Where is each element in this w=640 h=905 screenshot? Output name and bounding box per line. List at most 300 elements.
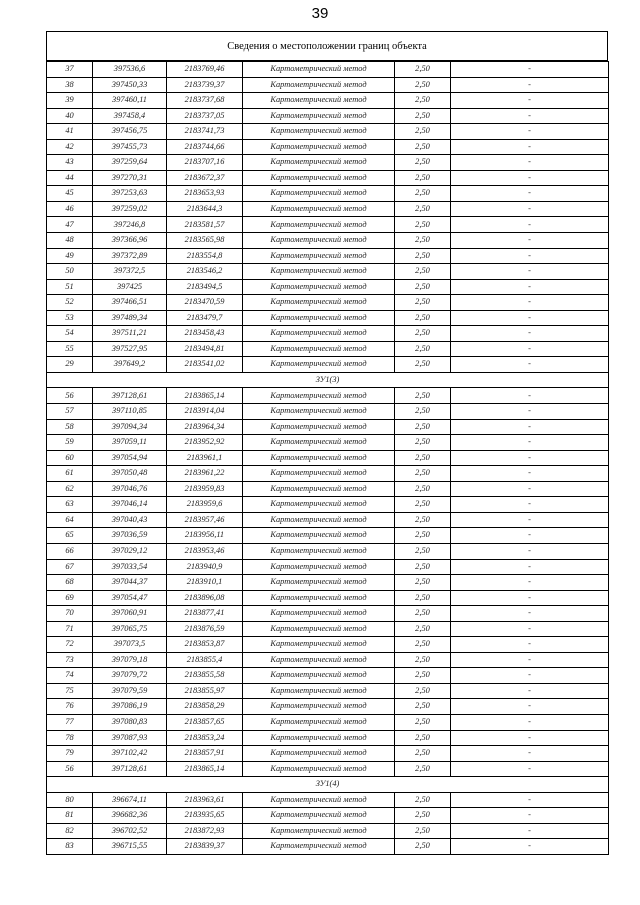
y-coordinate-cell: 2183865,14 [167,388,243,404]
point-number-cell: 55 [47,341,93,357]
point-number-cell: 52 [47,295,93,311]
method-cell: Картометрический метод [243,357,395,373]
accuracy-cell: 2,50 [395,730,451,746]
x-coordinate-cell: 397079,59 [93,683,167,699]
accuracy-cell: 2,50 [395,839,451,855]
note-cell: - [451,233,609,249]
note-cell: - [451,497,609,513]
accuracy-cell: 2,50 [395,792,451,808]
point-number-cell: 66 [47,543,93,559]
method-cell: Картометрический метод [243,497,395,513]
method-cell: Картометрический метод [243,668,395,684]
accuracy-cell: 2,50 [395,310,451,326]
note-cell: - [451,559,609,575]
method-cell: Картометрический метод [243,652,395,668]
x-coordinate-cell: 397466,51 [93,295,167,311]
x-coordinate-cell: 397458,4 [93,108,167,124]
accuracy-cell: 2,50 [395,186,451,202]
x-coordinate-cell: 397033,54 [93,559,167,575]
note-cell: - [451,217,609,233]
note-cell: - [451,435,609,451]
accuracy-cell: 2,50 [395,217,451,233]
point-number-cell: 51 [47,279,93,295]
method-cell: Картометрический метод [243,404,395,420]
x-coordinate-cell: 396702,52 [93,823,167,839]
y-coordinate-cell: 2183952,92 [167,435,243,451]
table-row [47,341,609,357]
note-cell: - [451,295,609,311]
accuracy-cell: 2,50 [395,559,451,575]
x-coordinate-cell: 397094,34 [93,419,167,435]
accuracy-cell: 2,50 [395,466,451,482]
point-number-cell: 71 [47,621,93,637]
accuracy-cell: 2,50 [395,512,451,528]
x-coordinate-cell: 397425 [93,279,167,295]
table-row [47,93,609,109]
method-cell: Картометрический метод [243,528,395,544]
method-cell: Картометрический метод [243,683,395,699]
note-cell: - [451,792,609,808]
table-row [47,404,609,420]
accuracy-cell: 2,50 [395,170,451,186]
x-coordinate-cell: 397527,95 [93,341,167,357]
table-row [47,714,609,730]
point-number-cell: 60 [47,450,93,466]
accuracy-cell: 2,50 [395,404,451,420]
table-row [47,62,609,78]
y-coordinate-cell: 2183959,6 [167,497,243,513]
note-cell: - [451,637,609,653]
method-cell: Картометрический метод [243,575,395,591]
table-row [47,543,609,559]
point-number-cell: 58 [47,419,93,435]
x-coordinate-cell: 397649,2 [93,357,167,373]
note-cell: - [451,326,609,342]
table-row [47,139,609,155]
accuracy-cell: 2,50 [395,575,451,591]
table-row [47,823,609,839]
note-cell: - [451,606,609,622]
note-cell: - [451,450,609,466]
y-coordinate-cell: 2183644,3 [167,201,243,217]
x-coordinate-cell: 397372,5 [93,264,167,280]
accuracy-cell: 2,50 [395,108,451,124]
accuracy-cell: 2,50 [395,388,451,404]
y-coordinate-cell: 2183853,24 [167,730,243,746]
point-number-cell: 39 [47,93,93,109]
method-cell: Картометрический метод [243,761,395,777]
accuracy-cell: 2,50 [395,248,451,264]
table-row [47,761,609,777]
method-cell: Картометрический метод [243,139,395,155]
x-coordinate-cell: 397270,31 [93,170,167,186]
accuracy-cell: 2,50 [395,341,451,357]
table-row [47,652,609,668]
table-row [47,155,609,171]
method-cell: Картометрический метод [243,637,395,653]
x-coordinate-cell: 397079,72 [93,668,167,684]
table-title: Сведения о местоположении границ объекта [46,31,608,61]
method-cell: Картометрический метод [243,839,395,855]
x-coordinate-cell: 397080,83 [93,714,167,730]
accuracy-cell: 2,50 [395,419,451,435]
point-number-cell: 49 [47,248,93,264]
point-number-cell: 70 [47,606,93,622]
method-cell: Картометрический метод [243,543,395,559]
note-cell: - [451,108,609,124]
note-cell: - [451,808,609,824]
y-coordinate-cell: 2183737,68 [167,93,243,109]
accuracy-cell: 2,50 [395,714,451,730]
table-row [47,512,609,528]
point-number-cell: 57 [47,404,93,420]
note-cell: - [451,575,609,591]
note-cell: - [451,139,609,155]
table-row [47,310,609,326]
table-row [47,450,609,466]
x-coordinate-cell: 397450,33 [93,77,167,93]
note-cell: - [451,388,609,404]
note-cell: - [451,481,609,497]
y-coordinate-cell: 2183458,43 [167,326,243,342]
table-row [47,295,609,311]
note-cell: - [451,823,609,839]
note-cell: - [451,186,609,202]
point-number-cell: 79 [47,746,93,762]
table-row [47,528,609,544]
accuracy-cell: 2,50 [395,823,451,839]
method-cell: Картометрический метод [243,248,395,264]
accuracy-cell: 2,50 [395,124,451,140]
x-coordinate-cell: 397372,89 [93,248,167,264]
x-coordinate-cell: 397046,76 [93,481,167,497]
method-cell: Картометрический метод [243,77,395,93]
note-cell: - [451,839,609,855]
y-coordinate-cell: 2183957,46 [167,512,243,528]
table-row [47,481,609,497]
point-number-cell: 48 [47,233,93,249]
x-coordinate-cell: 397086,19 [93,699,167,715]
x-coordinate-cell: 397054,94 [93,450,167,466]
x-coordinate-cell: 397029,12 [93,543,167,559]
point-number-cell: 45 [47,186,93,202]
method-cell: Картометрический метод [243,435,395,451]
point-number-cell: 44 [47,170,93,186]
accuracy-cell: 2,50 [395,699,451,715]
note-cell: - [451,699,609,715]
coordinates-table-body [47,62,609,855]
y-coordinate-cell: 2183541,02 [167,357,243,373]
method-cell: Картометрический метод [243,792,395,808]
method-cell: Картометрический метод [243,606,395,622]
x-coordinate-cell: 397060,91 [93,606,167,622]
note-cell: - [451,730,609,746]
point-number-cell: 37 [47,62,93,78]
x-coordinate-cell: 397059,11 [93,435,167,451]
note-cell: - [451,155,609,171]
table-row [47,357,609,373]
table-row [47,419,609,435]
point-number-cell: 42 [47,139,93,155]
table-row [47,668,609,684]
note-cell: - [451,746,609,762]
table-row [47,746,609,762]
table-row [47,201,609,217]
section-label: ЗУ1(4) [47,777,609,793]
x-coordinate-cell: 396674,11 [93,792,167,808]
note-cell: - [451,124,609,140]
table-row [47,808,609,824]
accuracy-cell: 2,50 [395,295,451,311]
note-cell: - [451,310,609,326]
note-cell: - [451,528,609,544]
y-coordinate-cell: 2183940,9 [167,559,243,575]
accuracy-cell: 2,50 [395,497,451,513]
method-cell: Картометрический метод [243,155,395,171]
method-cell: Картометрический метод [243,512,395,528]
accuracy-cell: 2,50 [395,481,451,497]
x-coordinate-cell: 397073,5 [93,637,167,653]
note-cell: - [451,668,609,684]
point-number-cell: 69 [47,590,93,606]
table-row [47,186,609,202]
point-number-cell: 29 [47,357,93,373]
point-number-cell: 43 [47,155,93,171]
accuracy-cell: 2,50 [395,652,451,668]
coordinates-table [46,61,609,855]
table-row [47,264,609,280]
y-coordinate-cell: 2183853,87 [167,637,243,653]
method-cell: Картометрический метод [243,264,395,280]
y-coordinate-cell: 2183855,97 [167,683,243,699]
x-coordinate-cell: 397110,85 [93,404,167,420]
y-coordinate-cell: 2183653,93 [167,186,243,202]
y-coordinate-cell: 2183964,34 [167,419,243,435]
method-cell: Картометрический метод [243,233,395,249]
note-cell: - [451,714,609,730]
table-row [47,279,609,295]
y-coordinate-cell: 2183744,66 [167,139,243,155]
table-row [47,233,609,249]
method-cell: Картометрический метод [243,62,395,78]
note-cell: - [451,248,609,264]
y-coordinate-cell: 2183494,5 [167,279,243,295]
table-row [47,497,609,513]
y-coordinate-cell: 2183741,73 [167,124,243,140]
accuracy-cell: 2,50 [395,590,451,606]
y-coordinate-cell: 2183956,11 [167,528,243,544]
table-row [47,730,609,746]
point-number-cell: 62 [47,481,93,497]
accuracy-cell: 2,50 [395,606,451,622]
point-number-cell: 47 [47,217,93,233]
point-number-cell: 83 [47,839,93,855]
y-coordinate-cell: 2183961,1 [167,450,243,466]
y-coordinate-cell: 2183546,2 [167,264,243,280]
x-coordinate-cell: 397511,21 [93,326,167,342]
x-coordinate-cell: 397456,75 [93,124,167,140]
table-row [47,839,609,855]
section-row [47,777,609,793]
accuracy-cell: 2,50 [395,637,451,653]
x-coordinate-cell: 397366,96 [93,233,167,249]
table-row [47,466,609,482]
point-number-cell: 74 [47,668,93,684]
x-coordinate-cell: 397079,18 [93,652,167,668]
y-coordinate-cell: 2183581,57 [167,217,243,233]
point-number-cell: 65 [47,528,93,544]
point-number-cell: 73 [47,652,93,668]
y-coordinate-cell: 2183953,46 [167,543,243,559]
note-cell: - [451,62,609,78]
note-cell: - [451,357,609,373]
y-coordinate-cell: 2183737,05 [167,108,243,124]
y-coordinate-cell: 2183769,46 [167,62,243,78]
x-coordinate-cell: 397455,73 [93,139,167,155]
point-number-cell: 56 [47,761,93,777]
table-row [47,621,609,637]
point-number-cell: 72 [47,637,93,653]
method-cell: Картометрический метод [243,279,395,295]
point-number-cell: 81 [47,808,93,824]
note-cell: - [451,543,609,559]
method-cell: Картометрический метод [243,310,395,326]
x-coordinate-cell: 397036,59 [93,528,167,544]
note-cell: - [451,170,609,186]
table-row [47,637,609,653]
y-coordinate-cell: 2183910,1 [167,575,243,591]
y-coordinate-cell: 2183896,08 [167,590,243,606]
note-cell: - [451,77,609,93]
x-coordinate-cell: 397253,63 [93,186,167,202]
y-coordinate-cell: 2183858,29 [167,699,243,715]
section-label: ЗУ1(3) [47,372,609,388]
x-coordinate-cell: 397259,64 [93,155,167,171]
point-number-cell: 63 [47,497,93,513]
table-row [47,326,609,342]
x-coordinate-cell: 397050,48 [93,466,167,482]
table-row [47,590,609,606]
note-cell: - [451,621,609,637]
method-cell: Картометрический метод [243,621,395,637]
accuracy-cell: 2,50 [395,746,451,762]
table-row [47,575,609,591]
point-number-cell: 80 [47,792,93,808]
accuracy-cell: 2,50 [395,201,451,217]
table-row [47,699,609,715]
x-coordinate-cell: 397040,43 [93,512,167,528]
method-cell: Картометрический метод [243,186,395,202]
table-row [47,248,609,264]
x-coordinate-cell: 397065,75 [93,621,167,637]
table-row [47,217,609,233]
method-cell: Картометрический метод [243,419,395,435]
point-number-cell: 77 [47,714,93,730]
point-number-cell: 38 [47,77,93,93]
method-cell: Картометрический метод [243,746,395,762]
note-cell: - [451,652,609,668]
point-number-cell: 40 [47,108,93,124]
method-cell: Картометрический метод [243,388,395,404]
point-number-cell: 59 [47,435,93,451]
boundary-table-sheet [46,31,608,855]
method-cell: Картометрический метод [243,714,395,730]
method-cell: Картометрический метод [243,93,395,109]
y-coordinate-cell: 2183494,81 [167,341,243,357]
point-number-cell: 68 [47,575,93,591]
table-row [47,606,609,622]
x-coordinate-cell: 397044,37 [93,575,167,591]
y-coordinate-cell: 2183857,65 [167,714,243,730]
point-number-cell: 78 [47,730,93,746]
y-coordinate-cell: 2183959,83 [167,481,243,497]
x-coordinate-cell: 397460,11 [93,93,167,109]
x-coordinate-cell: 396715,55 [93,839,167,855]
method-cell: Картометрический метод [243,466,395,482]
note-cell: - [451,404,609,420]
point-number-cell: 82 [47,823,93,839]
x-coordinate-cell: 397046,14 [93,497,167,513]
y-coordinate-cell: 2183707,16 [167,155,243,171]
table-row [47,108,609,124]
note-cell: - [451,590,609,606]
point-number-cell: 41 [47,124,93,140]
y-coordinate-cell: 2183935,65 [167,808,243,824]
table-row [47,77,609,93]
point-number-cell: 75 [47,683,93,699]
accuracy-cell: 2,50 [395,326,451,342]
table-row [47,124,609,140]
section-row [47,372,609,388]
point-number-cell: 56 [47,388,93,404]
accuracy-cell: 2,50 [395,808,451,824]
y-coordinate-cell: 2183672,37 [167,170,243,186]
table-row [47,435,609,451]
accuracy-cell: 2,50 [395,683,451,699]
note-cell: - [451,683,609,699]
point-number-cell: 54 [47,326,93,342]
accuracy-cell: 2,50 [395,543,451,559]
x-coordinate-cell: 397259,02 [93,201,167,217]
method-cell: Картометрический метод [243,823,395,839]
note-cell: - [451,279,609,295]
accuracy-cell: 2,50 [395,139,451,155]
x-coordinate-cell: 396682,36 [93,808,167,824]
method-cell: Картометрический метод [243,108,395,124]
y-coordinate-cell: 2183839,37 [167,839,243,855]
table-row [47,792,609,808]
note-cell: - [451,93,609,109]
method-cell: Картометрический метод [243,481,395,497]
y-coordinate-cell: 2183961,22 [167,466,243,482]
y-coordinate-cell: 2183855,58 [167,668,243,684]
x-coordinate-cell: 397128,61 [93,761,167,777]
accuracy-cell: 2,50 [395,435,451,451]
x-coordinate-cell: 397536,6 [93,62,167,78]
y-coordinate-cell: 2183565,98 [167,233,243,249]
note-cell: - [451,341,609,357]
accuracy-cell: 2,50 [395,357,451,373]
note-cell: - [451,201,609,217]
accuracy-cell: 2,50 [395,264,451,280]
method-cell: Картометрический метод [243,341,395,357]
table-row [47,388,609,404]
accuracy-cell: 2,50 [395,233,451,249]
table-row [47,170,609,186]
point-number-cell: 67 [47,559,93,575]
method-cell: Картометрический метод [243,450,395,466]
method-cell: Картометрический метод [243,295,395,311]
